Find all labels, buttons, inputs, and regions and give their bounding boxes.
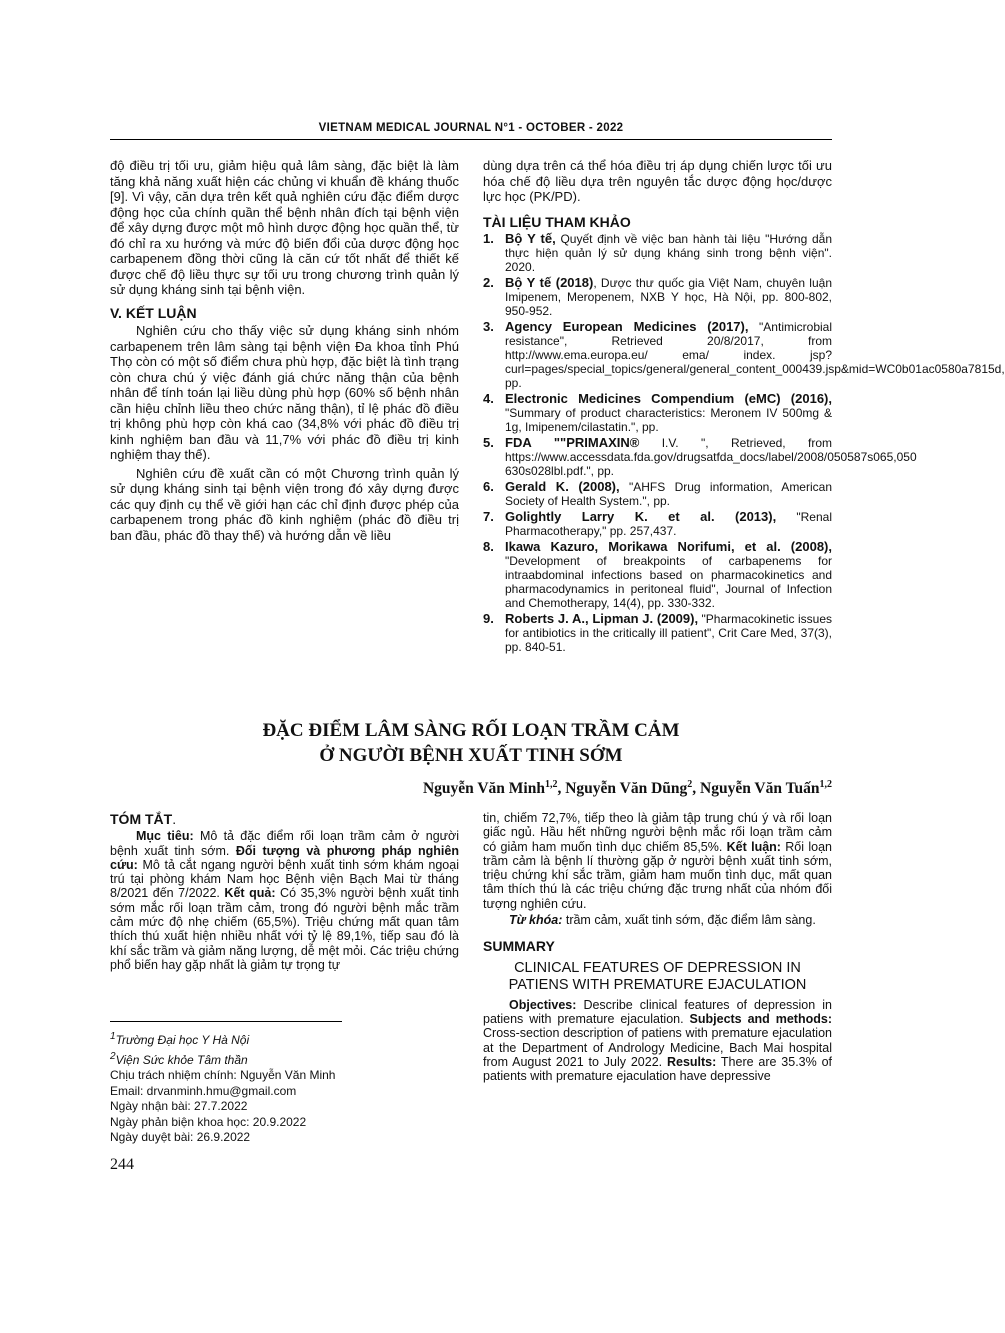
abstract-vi-heading: TÓM TẮT. xyxy=(110,811,177,827)
reference-text: Quyết định về việc ban hành tài liệu "Hướng dẫn thực hiện quản lý sử dụng kháng sinh trong bệnh viện". 2020. xyxy=(505,232,832,274)
reference-author: Electronic Medicines Compendium (eMC) (2016), xyxy=(505,391,832,406)
reference-author: Ikawa Kazuro, Morikawa Norifumi, et al. (2008), xyxy=(505,539,832,554)
prev-paragraph: độ điều trị tối ưu, giảm hiệu quả lâm sàng, đặc biệt là làm tăng khả năng xuất hiện các chủng vi khuẩn đề kháng thuốc [9]. Vì vậy, căn dựa trên kết quả nghiên cứu đặc điểm dược động học của chính quần thể bệnh nhân đích tại bệnh viện để xây dựng được một mô hình dược động học quần thể, từ đó chỉ ra xu hướng và mức độ biến đổi của dược động học carbapenem đồng thời cũng là căn cứ tốt nhất để thiết kế được chế độ liều thực sự tối ưu trong chương trình quản lý sử dụng kháng sinh tại bệnh viện. xyxy=(110,158,459,297)
abstract-vi-left xyxy=(110,812,459,972)
reference-author: Gerald K. (2008), xyxy=(505,479,620,494)
article-title-line-2: Ở NGƯỜI BỆNH XUẤT TINH SỚM xyxy=(319,745,623,766)
prev-article-left-column xyxy=(110,158,459,543)
affiliation-2: $^2$Viện Sức khỏe Tâm thần xyxy=(110,1050,248,1067)
reference-author: FDA ""PRIMAXIN® xyxy=(505,435,640,450)
author-affiliation: 1,2 xyxy=(544,779,558,790)
references-heading: TÀI LIỆU THAM KHẢO xyxy=(483,213,631,230)
email: Email: drvanminh.hmu@gmail.com xyxy=(110,1083,297,1098)
reference-number: 3. xyxy=(483,319,494,334)
reference-item xyxy=(483,319,1005,390)
article-title xyxy=(110,718,832,768)
prev-article-right-column xyxy=(483,158,1005,656)
header-rule xyxy=(110,139,832,140)
abstract-vi-continued: tin, chiếm 72,7%, tiếp theo là giảm tập trung chú ý và rối loạn giấc ngủ. Hầu hết những người bệnh mắc rối loạn trầm cảm có giảm ham muốn tình dục chiếm 85,5%. Kết luận: Rối loạn trầm cảm là bệnh lí thường gặp ở người bệnh xuất tinh sớm, triệu chứng khí sắc trầm, giảm ham muốn tình dục, mất quan tâm thích thú là các triệu chứng đặc trưng nhất của nhóm đối tượng nghiên cứu. xyxy=(483,811,832,911)
reference-author: Roberts J. A., Lipman J. (2009), xyxy=(505,611,699,626)
conclusion-paragraph-2: Nghiên cứu đề xuất cần có một Chương trình quản lý sử dụng kháng sinh tại bệnh viện trong đó xây dựng được các quy định cụ thể về giới hạn các chỉ định được phép của carbapenem trong phác đồ kinh nghiệm (phác đồ điều trị ban đầu, phác đồ thay thế) và hướng dẫn về liều xyxy=(110,465,459,543)
author-name: Nguyễn Văn Tuấn xyxy=(700,780,820,798)
reference-author: Agency European Medicines (2017), xyxy=(505,319,749,334)
reference-number: 7. xyxy=(483,509,494,524)
conclusion-paragraph-1: Nghiên cứu cho thấy việc sử dụng kháng sinh nhóm carbapenem trên lâm sàng tại bệnh viện Đa khoa tỉnh Phú Thọ còn có một số điểm chưa phù hợp, đặc biệt là tình trạng còn chưa chú ý việc đánh giá chức năng thận của bệnh nhân để tính toán lại liều dùng phù hợp (60% số bệnh nhân cần hiệu chỉnh liều theo chức năng thận), tỉ lệ phác đồ điều trị không phù hợp còn khá cao (34,8% với phác đồ điều trị kinh nghiệm ban đầu và 11,7% với phác đồ điều trị kinh nghiệm thay thế). xyxy=(110,323,459,462)
corresponding-author: Chịu trách nhiệm chính: Nguyễn Văn Minh xyxy=(110,1068,336,1082)
reference-author: Bộ Y tế, xyxy=(505,231,556,246)
reference-item xyxy=(483,480,832,508)
reference-number: 1. xyxy=(483,231,494,246)
footnote-rule xyxy=(110,1021,342,1022)
author-list: Nguyễn Văn Minh$^{1,2}$, Nguyễn Văn Dũng$^2$, Nguyễn Văn Tuấn$^{1,2}$ xyxy=(422,779,832,798)
reference-number: 2. xyxy=(483,275,494,290)
prev-paragraph-continued: dùng dựa trên cá thể hóa điều trị áp dụng chiến lược tối ưu hóa chế độ liều dựa trên nguyên tắc dược động học/dược lực học (PK/PD). xyxy=(483,158,832,204)
abstract-vi-body: Mục tiêu: Mô tả đặc điểm rối loạn trầm cảm ở người bệnh xuất tinh sớm. Đối tượng và phương pháp nghiên cứu: Mô tả cắt ngang người bệnh xuất tinh sớm khám ngoại trú tại phòng khám Nam học Bệnh viện Bạch Mai từ tháng 8/2021 đến 7/2022. Kết quả: Có 35,3% người bệnh xuất tinh sớm mắc rối loạn trầm cảm, trong đó người bệnh mắc trầm cảm mức độ nhẹ chiếm (65,5%). Triệu chứng mất quan tâm thích thú xuất hiện nhiều nhất với tỷ lệ 89,1%, tiếp sau đó là khí sắc trầm và giảm năng lượng, dễ mệt mỏi. Các triệu chứng phổ biến hay gặp nhất là giảm tự trọng tự xyxy=(110,829,460,972)
reference-list xyxy=(483,231,1005,654)
reference-item xyxy=(483,232,832,274)
keywords: Từ khóa: trầm cảm, xuất tinh sớm, đặc điểm lâm sàng. xyxy=(509,913,816,928)
article-title-line-1: ĐẶC ĐIỂM LÂM SÀNG RỐI LOẠN TRẦM CẢM xyxy=(262,720,680,741)
reference-item xyxy=(483,392,832,434)
reference-text: "Pharmacokinetic issues for antibiotics in the critically ill patient", Crit Care Med, 37(3), pp. 840-51. xyxy=(505,612,832,654)
author-name: Nguyễn Văn Minh xyxy=(422,780,545,798)
reviewed-date: Ngày phản biện khoa học: 20.9.2022 xyxy=(110,1114,307,1129)
author-affiliation: 1,2 xyxy=(819,779,832,790)
accepted-date: Ngày duyệt bài: 26.9.2022 xyxy=(110,1130,251,1144)
reference-item xyxy=(483,276,832,318)
reference-item xyxy=(483,540,832,610)
running-header: VIETNAM MEDICAL JOURNAL N°1 - OCTOBER - 2022 xyxy=(318,122,624,134)
reference-item xyxy=(483,435,917,478)
author-name: Nguyễn Văn Dũng xyxy=(565,780,688,798)
footnotes xyxy=(110,1029,410,1146)
reference-author: Bộ Y tế (2018) xyxy=(505,275,594,290)
reference-text: I.V. ", Retrieved, from https://www.accessdata.fda.gov/drugsatfda_docs/label/2008/050587s065,050 630s028lbl.pdf.", pp. xyxy=(505,436,917,478)
reference-text: "Antimicrobial resistance", Retrieved 20/8/2017, from http://www.ema.europa.eu/ ema/ index. jsp?curl=pages/special_topics/general/general_content_000439.jsp&mid=WC0b01ac0580a7815d, pp. xyxy=(505,320,1005,390)
summary-title: CLINICAL FEATURES OF DEPRESSION IN PATIENS WITH PREMATURE EJACULATION xyxy=(508,959,807,993)
reference-number: 5. xyxy=(483,435,494,450)
page-number: 244 xyxy=(110,1156,134,1173)
reference-text: "Renal Pharmacotherapy," pp. 257,437. xyxy=(505,510,832,538)
reference-text: "Development of breakpoints of carbapenems for intraabdominal infections based on pharmacokinetics and pharmacodynamics in peritoneal fluid", Journal of Infection and Chemotherapy, 14(4), pp. 330-332. xyxy=(505,554,832,610)
summary-heading: SUMMARY xyxy=(483,938,555,955)
reference-number: 4. xyxy=(483,391,494,406)
reference-text: , Dược thư quốc gia Việt Nam, chuyên luận Imipenem, Meropenem, NXB Y học, Hà Nội, pp. 800-802, 950-952. xyxy=(505,276,832,318)
reference-text: "Summary of product characteristics: Meronem IV 500mg & 1g, Imipenem/cilastatin.", pp. xyxy=(505,406,832,434)
reference-number: 9. xyxy=(483,611,494,626)
reference-item xyxy=(483,612,832,654)
reference-text: "AHFS Drug information, American Society of Health System.", pp. xyxy=(505,480,832,508)
reference-author: Golightly Larry K. et al. (2013), xyxy=(505,509,777,524)
received-date: Ngày nhận bài: 27.7.2022 xyxy=(110,1099,248,1113)
reference-number: 6. xyxy=(483,479,494,494)
abstract-en-body: Objectives: Describe clinical features of depression in patiens with premature ejaculation. Subjects and methods: Cross-section description of patiens with premature ejaculation at the Department of Andrology Medicine, Bach Mai hospital from August 2021 to July 2022. Results: There are 35.3% of patients with premature ejaculation have depressive xyxy=(483,997,832,1084)
reference-number: 8. xyxy=(483,539,494,554)
abstract-right-column xyxy=(483,811,832,1083)
author-affiliation: 2 xyxy=(687,779,693,790)
reference-item xyxy=(483,510,832,538)
affiliation-1: $^1$Trường Đại học Y Hà Nội xyxy=(110,1031,250,1047)
conclusion-heading: V. KẾT LUẬN xyxy=(110,304,197,321)
